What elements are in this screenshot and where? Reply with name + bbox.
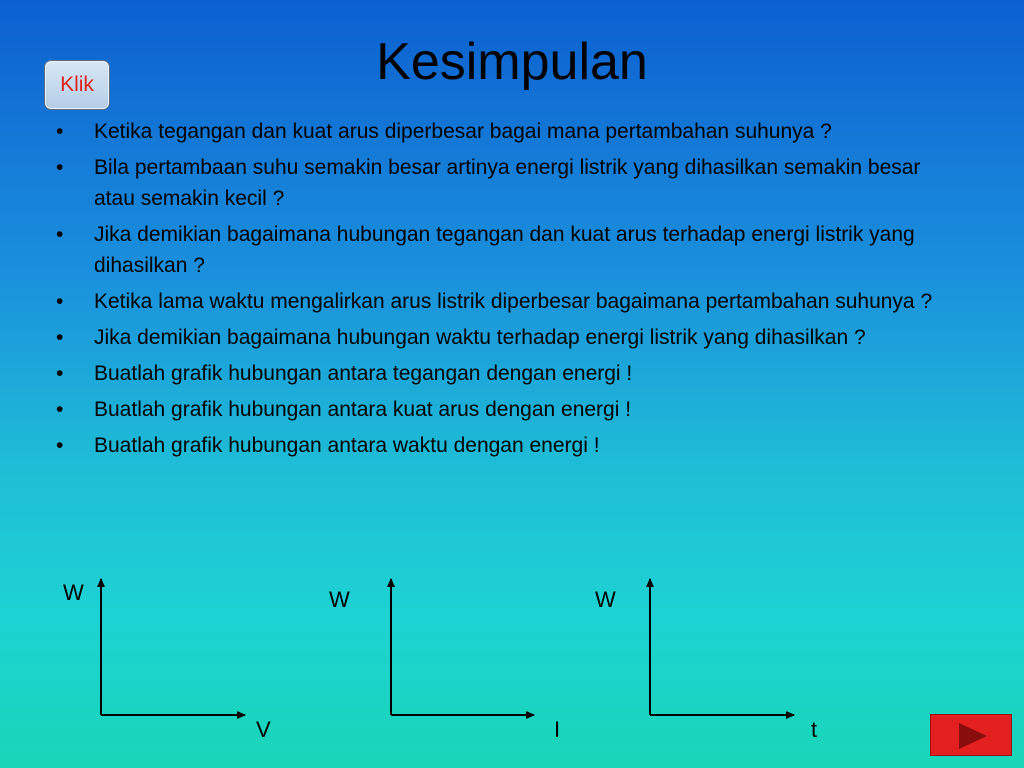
x-axis-label: t	[811, 717, 818, 742]
bullet-item: • Jika demikian bagaimana hubungan waktu terhadap energi listrik yang dihasilkan ?	[54, 322, 934, 353]
graph-w-t	[595, 579, 817, 742]
bullet-item: • Jika demikian bagaimana hubungan tegangan dan kuat arus terhadap energi listrik yang dihasilkan ?	[54, 219, 934, 281]
bullet-item: • Ketika tegangan dan kuat arus diperbesar bagai mana pertambahan suhunya ?	[54, 116, 934, 147]
y-axis-label: W	[595, 587, 616, 612]
bullet-item: • Buatlah grafik hubungan antara waktu dengan energi !	[54, 430, 934, 461]
next-slide-button[interactable]	[930, 714, 1012, 756]
bullet-item: • Buatlah grafik hubungan antara kuat arus dengan energi !	[54, 394, 934, 425]
bullet-item: • Ketika lama waktu mengalirkan arus listrik diperbesar bagaimana pertambahan suhunya ?	[54, 286, 934, 317]
y-axis-label: W	[329, 587, 350, 612]
graph-w-v	[63, 579, 271, 742]
graph-w-i	[329, 579, 560, 742]
question-list	[54, 116, 934, 466]
klik-button[interactable]: Klik	[44, 60, 110, 110]
play-next-icon	[931, 715, 1013, 757]
slide-title: Kesimpulan	[376, 33, 648, 91]
bullet-item: • Bila pertambaan suhu semakin besar artinya energi listrik yang dihasilkan semakin besar atau semakin kecil ?	[54, 152, 934, 214]
y-axis-label: W	[63, 580, 84, 605]
bullet-item: • Buatlah grafik hubungan antara tegangan dengan energi !	[54, 358, 934, 389]
x-axis-label: V	[256, 717, 271, 742]
x-axis-label: I	[554, 717, 561, 742]
